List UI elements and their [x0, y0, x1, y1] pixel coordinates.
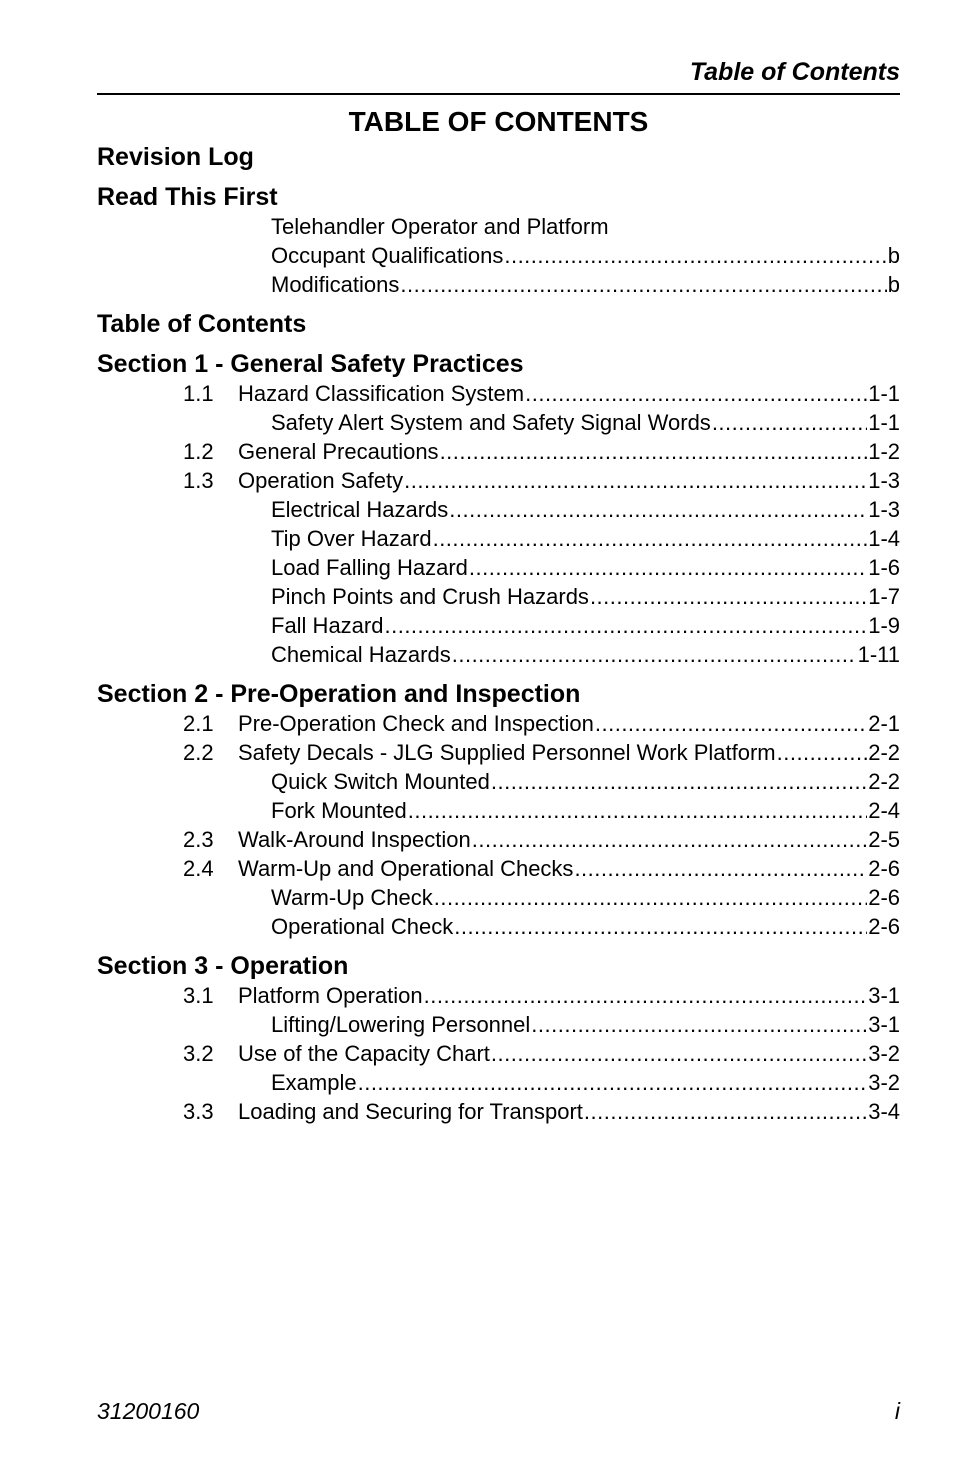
toc-entry-number: 1.2 — [183, 439, 214, 464]
toc-entry — [97, 495, 900, 524]
toc-entry-title: Safety Decals - JLG Supplied Personnel Work Platform — [238, 740, 776, 765]
toc-entry-title: Warm-Up Check — [271, 885, 433, 910]
toc-entry — [97, 437, 900, 466]
toc-entry-page: 3-1 — [868, 983, 900, 1008]
toc-entry-title: Fall Hazard — [271, 613, 384, 638]
toc-entry — [97, 553, 900, 582]
toc-entry-number: 2.4 — [183, 856, 214, 881]
header-rule — [97, 93, 900, 95]
toc-entry — [97, 582, 900, 611]
toc-entry — [97, 1097, 900, 1126]
toc-leader-dots — [454, 912, 867, 941]
toc-entry-title: Modifications — [271, 272, 400, 297]
toc-entry — [97, 981, 900, 1010]
toc-entry-page: 1-9 — [868, 613, 900, 638]
toc-section-heading: Section 3 - Operation — [97, 952, 349, 980]
toc-entry-title: Pre-Operation Check and Inspection — [238, 711, 594, 736]
toc-leader-dots — [777, 738, 868, 767]
toc-entry-title: Occupant Qualifications — [271, 243, 504, 268]
toc-leader-dots — [595, 709, 867, 738]
toc-entry — [97, 379, 900, 408]
toc-section-heading: Read This First — [97, 183, 278, 211]
toc-entry-page: 1-3 — [868, 497, 900, 522]
toc-entry — [97, 738, 900, 767]
toc-entry-title: Load Falling Hazard — [271, 555, 468, 580]
toc-entry — [97, 408, 900, 437]
toc-leader-dots — [358, 1068, 868, 1097]
toc-section — [97, 679, 900, 941]
toc-entry — [97, 883, 900, 912]
toc-leader-dots — [424, 981, 868, 1010]
toc-entry-title: Chemical Hazards — [271, 642, 451, 667]
toc-entry-page: 1-1 — [868, 410, 900, 435]
toc-leader-dots — [452, 640, 857, 669]
toc-entry-page: 1-1 — [868, 381, 900, 406]
toc-leader-dots — [491, 767, 867, 796]
toc-entry-page: 2-4 — [868, 798, 900, 823]
toc-leader-dots — [531, 1010, 867, 1039]
toc-entry — [97, 1039, 900, 1068]
toc-entry — [97, 825, 900, 854]
toc-entry-page: 1-11 — [857, 642, 900, 667]
toc-entry-page: 1-4 — [868, 526, 900, 551]
toc-leader-dots — [504, 241, 886, 270]
toc-entry — [97, 1010, 900, 1039]
toc-entry-title: Platform Operation — [238, 983, 423, 1008]
toc-list — [97, 140, 900, 1126]
toc-entry-number: 3.3 — [183, 1099, 214, 1124]
toc-section-heading: Section 2 - Pre-Operation and Inspection — [97, 680, 581, 708]
toc-entry — [97, 709, 900, 738]
toc-entry-page: 1-7 — [868, 584, 900, 609]
toc-entry-number: 3.1 — [183, 983, 214, 1008]
toc-entry-page: 1-6 — [868, 555, 900, 580]
footer-document-number: 31200160 — [97, 1398, 200, 1424]
toc-entry-page: 1-3 — [868, 468, 900, 493]
toc-entry — [97, 1068, 900, 1097]
toc-entry — [97, 796, 900, 825]
toc-entry-title: Operation Safety — [238, 468, 404, 493]
toc-entry — [97, 640, 900, 669]
toc-section — [97, 142, 900, 172]
toc-entry-title: Walk-Around Inspection — [238, 827, 471, 852]
toc-section-heading: Section 1 - General Safety Practices — [97, 350, 524, 378]
toc-entry-page: b — [887, 243, 900, 268]
toc-entry-page: 2-1 — [868, 711, 900, 736]
toc-entry-title: Fork Mounted — [271, 798, 407, 823]
footer-page-number: i — [894, 1398, 900, 1424]
toc-entry-title: Quick Switch Mounted — [271, 769, 490, 794]
toc-entry-title: Operational Check — [271, 914, 454, 939]
toc-leader-dots — [584, 1097, 867, 1126]
toc-entry-page: 2-2 — [868, 740, 900, 765]
toc-leader-dots — [712, 408, 867, 437]
toc-entry — [97, 466, 900, 495]
toc-entry-page: 2-2 — [868, 769, 900, 794]
toc-entry — [97, 767, 900, 796]
toc-entry-title: Example — [271, 1070, 357, 1095]
toc-entry-title: Pinch Points and Crush Hazards — [271, 584, 589, 609]
toc-entry-title: Warm-Up and Operational Checks — [238, 856, 574, 881]
toc-entry-title: Telehandler Operator and Platform — [271, 214, 609, 239]
toc-leader-dots — [433, 524, 868, 553]
toc-leader-dots — [491, 1039, 867, 1068]
toc-entry-page: 3-1 — [868, 1012, 900, 1037]
toc-entry-title: Lifting/Lowering Personnel — [271, 1012, 531, 1037]
toc-section-heading: Table of Contents — [97, 310, 307, 338]
toc-leader-dots — [404, 466, 867, 495]
toc-leader-dots — [449, 495, 867, 524]
toc-entry — [97, 270, 900, 299]
toc-leader-dots — [400, 270, 886, 299]
toc-leader-dots — [469, 553, 867, 582]
toc-section — [97, 951, 900, 1126]
toc-entry-title: Electrical Hazards — [271, 497, 449, 522]
toc-entry-title: Tip Over Hazard — [271, 526, 432, 551]
toc-section — [97, 349, 900, 669]
toc-leader-dots — [525, 379, 867, 408]
toc-leader-dots — [384, 611, 867, 640]
toc-entry-number: 1.1 — [183, 381, 214, 406]
toc-entry — [97, 854, 900, 883]
toc-leader-dots — [434, 883, 867, 912]
toc-entry-title: Loading and Securing for Transport — [238, 1099, 583, 1124]
toc-entry-number: 1.3 — [183, 468, 214, 493]
running-header-title: Table of Contents — [689, 58, 900, 86]
toc-leader-dots — [574, 854, 867, 883]
page-title: TABLE OF CONTENTS — [348, 106, 649, 137]
toc-entry-page: 2-6 — [868, 885, 900, 910]
toc-entry-page: 2-6 — [868, 856, 900, 881]
toc-entry-title: General Precautions — [238, 439, 439, 464]
toc-entry — [97, 611, 900, 640]
toc-entry — [97, 912, 900, 941]
toc-entry-page: 3-4 — [868, 1099, 900, 1124]
toc-entry — [97, 241, 900, 270]
toc-entry-page: 3-2 — [868, 1070, 900, 1095]
toc-section-heading: Revision Log — [97, 143, 254, 171]
toc-entry-page: b — [887, 272, 900, 297]
toc-leader-dots — [440, 437, 868, 466]
toc-entry-number: 2.3 — [183, 827, 214, 852]
toc-entry-number: 2.1 — [183, 711, 214, 736]
toc-leader-dots — [590, 582, 867, 611]
toc-leader-dots — [472, 825, 867, 854]
toc-entry — [97, 524, 900, 553]
toc-section — [97, 182, 900, 299]
toc-entry-page: 3-2 — [868, 1041, 900, 1066]
toc-entry — [97, 212, 900, 241]
toc-section — [97, 309, 900, 339]
toc-entry-title: Hazard Classification System — [238, 381, 525, 406]
toc-entry-page: 2-5 — [868, 827, 900, 852]
toc-entry-title: Use of the Capacity Chart — [238, 1041, 490, 1066]
toc-entry-page: 1-2 — [868, 439, 900, 464]
toc-leader-dots — [408, 796, 867, 825]
toc-entry-page: 2-6 — [868, 914, 900, 939]
toc-entry-number: 2.2 — [183, 740, 214, 765]
toc-entry-title: Safety Alert System and Safety Signal Words — [271, 410, 711, 435]
toc-entry-number: 3.2 — [183, 1041, 214, 1066]
